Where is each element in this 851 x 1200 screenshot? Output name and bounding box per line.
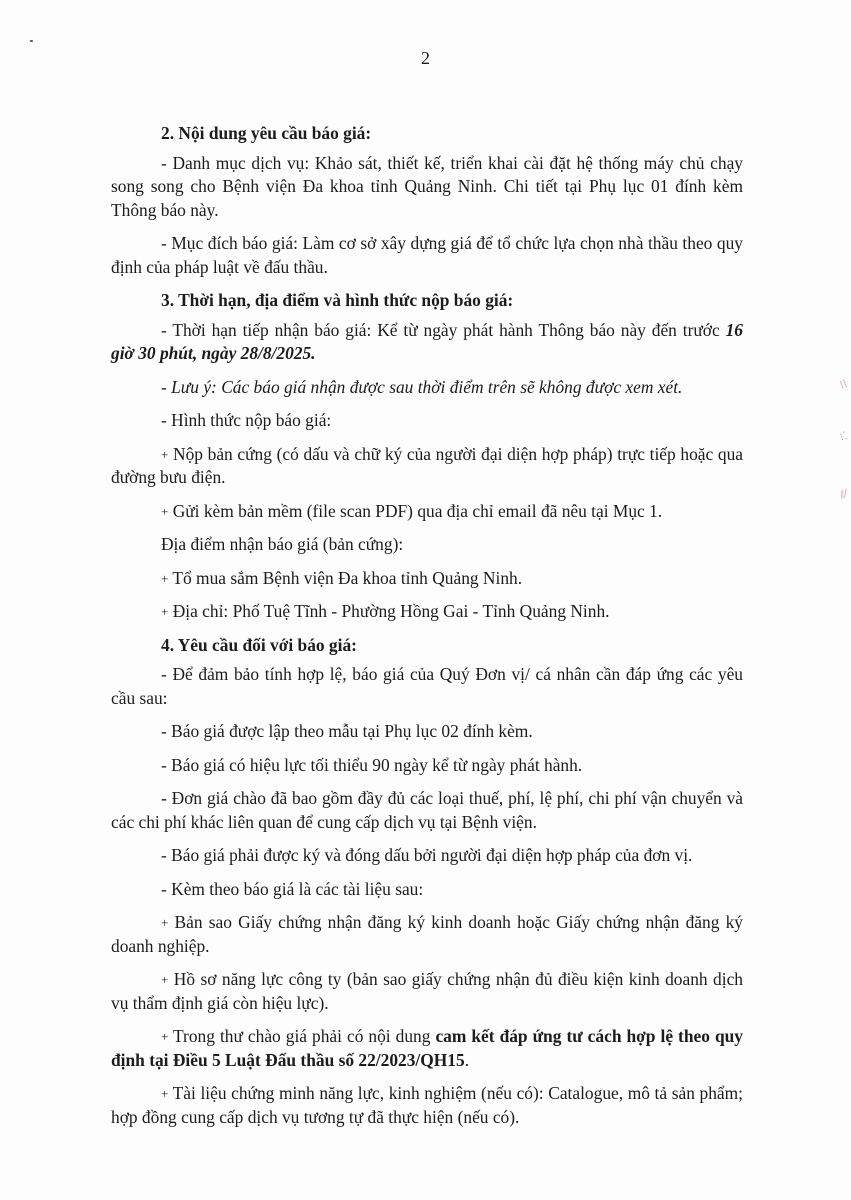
method-2-text: Gửi kèm bản mềm (file scan PDF) qua địa chỉ email đã nêu tại Mục 1. <box>168 500 663 521</box>
location-2-text: Địa chỉ: Phố Tuệ Tĩnh - Phường Hồng Gai - Tỉnh Quảng Ninh. <box>168 601 610 621</box>
doc-4-text: Tài liệu chứng minh năng lực, kinh nghiệm (nếu có): Catalogue, mô tả sản phẩm; hợp đồng cung cấp dịch vụ tương tự đã thực hiện (nếu có). <box>111 1083 743 1127</box>
price-inclusion-requirement: - Đơn giá chào đã bao gồm đầy đủ các loại thuế, phí, lệ phí, chi phí vận chuyển và các chi phí khác liên quan để cung cấp dịch vụ tại Bệnh viện. <box>111 788 743 832</box>
doc-1-text: Bản sao Giấy chứng nhận đăng ký kinh doanh hoặc Giấy chứng nhận đăng ký doanh nghiệp. <box>111 912 743 956</box>
plus-bullet: + <box>161 972 169 987</box>
receiving-location-team <box>111 567 743 591</box>
signature-requirement: - Báo giá phải được ký và đóng dấu bởi người đại diện hợp pháp của đơn vị. <box>161 845 693 865</box>
doc-3-prefix: Trong thư chào giá phải có nội dung <box>168 1026 436 1046</box>
deadline-paragraph <box>111 319 743 366</box>
doc-3-commitment: cam kết đáp ứng tư cách hợp lệ theo quy định tại Điều 5 Luật Đấu thầu số 22/2023/QH15 <box>111 1026 743 1070</box>
submission-method-softcopy <box>111 500 743 524</box>
edge-stamp-fragment: ⁝⁚ <box>837 429 850 444</box>
attached-doc-commitment <box>111 1025 743 1072</box>
service-list-paragraph: - Danh mục dịch vụ: Khảo sát, thiết kế, triển khai cài đặt hệ thống máy chủ chạy song song cho Bệnh viện Đa khoa tỉnh Quảng Ninh. Chi tiết tại Phụ lục 01 đính kèm Thông báo này. <box>111 152 743 220</box>
plus-bullet: + <box>161 604 169 619</box>
plus-bullet: + <box>161 1029 169 1044</box>
attached-doc-business-license <box>111 911 743 958</box>
deadline-value: 16 giờ 30 phút, ngày 28/8/2025. <box>111 319 743 363</box>
doc-3-suffix: . <box>464 1049 470 1070</box>
validity-requirements-intro: - Để đảm bảo tính hợp lệ, báo giá của Quý Đơn vị/ cá nhân cần đáp ứng các yêu cầu sau: <box>111 664 743 708</box>
attached-doc-company-profile <box>111 968 743 1015</box>
plus-bullet: + <box>161 446 169 462</box>
deadline-text: - Thời hạn tiếp nhận báo giá: Kể từ ngày phát hành Thông báo này đến trước <box>161 319 726 340</box>
receiving-location-label: Địa điểm nhận báo giá (bản cứng): <box>161 534 404 554</box>
quote-template-requirement: - Báo giá được lập theo mẫu tại Phụ lục 02 đính kèm. <box>161 721 533 741</box>
plus-bullet: + <box>161 570 169 586</box>
document-body <box>111 122 743 1139</box>
location-1-text: Tổ mua sắm Bệnh viện Đa khoa tỉnh Quảng Ninh. <box>168 567 523 588</box>
attached-documents-label: - Kèm theo báo giá là các tài liệu sau: <box>161 878 424 899</box>
plus-bullet: + <box>161 915 169 930</box>
plus-bullet: + <box>161 1086 169 1101</box>
submission-method-hardcopy <box>111 443 743 490</box>
edge-stamp-fragment: ⁞⁞ <box>837 377 850 392</box>
submission-method-label: - Hình thức nộp báo giá: <box>161 410 332 430</box>
section-2-heading: 2. Nội dung yêu cầu báo giá: <box>161 123 372 143</box>
quote-validity-requirement: - Báo giá có hiệu lực tối thiểu 90 ngày kể từ ngày phát hành. <box>161 754 583 775</box>
receiving-location-address <box>111 600 743 624</box>
doc-2-text: Hồ sơ năng lực công ty (bản sao giấy chứng nhận đủ điều kiện kinh doanh dịch vụ thẩm định giá còn hiệu lực). <box>111 969 743 1013</box>
section-3-heading: 3. Thời hạn, địa điểm và hình thức nộp báo giá: <box>161 290 514 310</box>
attached-doc-capability <box>111 1082 743 1129</box>
quote-purpose-paragraph: - Mục đích báo giá: Làm cơ sở xây dựng giá để tổ chức lựa chọn nhà thầu theo quy định của pháp luật về đấu thầu. <box>111 233 743 277</box>
method-1-text: Nộp bản cứng (có dấu và chữ ký của người đại diện hợp pháp) trực tiếp hoặc qua đường bưu điện. <box>111 443 743 487</box>
edge-stamp-fragment: ⫽⁄ <box>838 487 849 502</box>
page-number: 2 <box>421 48 430 68</box>
scan-speck <box>30 40 33 42</box>
late-submission-note: - Lưu ý: Các báo giá nhận được sau thời điểm trên sẽ không được xem xét. <box>161 376 683 397</box>
section-4-heading: 4. Yêu cầu đối với báo giá: <box>161 634 357 655</box>
plus-bullet: + <box>161 503 169 519</box>
